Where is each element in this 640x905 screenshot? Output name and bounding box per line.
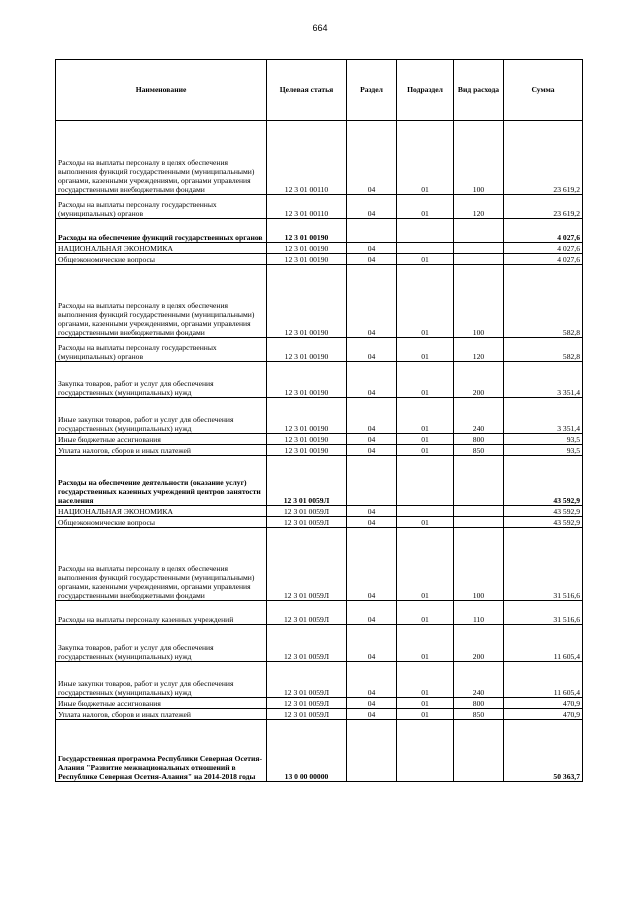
row-section [347, 219, 397, 243]
header-expense-type: Вид расхода [454, 60, 504, 121]
row-subsection: 01 [397, 528, 454, 601]
table-row [56, 698, 583, 709]
row-expense-type: 240 [454, 662, 504, 698]
row-subsection: 01 [397, 517, 454, 528]
row-name: Иные бюджетные ассигнования [56, 434, 267, 445]
header-target-article: Целевая статья [267, 60, 347, 121]
row-subsection: 01 [397, 121, 454, 195]
table-row [56, 720, 583, 782]
row-subsection: 01 [397, 195, 454, 219]
row-expense-type: 850 [454, 709, 504, 720]
row-expense-type [454, 243, 504, 254]
row-section [347, 456, 397, 506]
row-target-article: 12 3 01 00190 [267, 362, 347, 398]
page-number: 664 [312, 23, 328, 33]
row-name: Уплата налогов, сборов и иных платежей [56, 445, 267, 456]
row-target-article: 12 3 01 0059Л [267, 625, 347, 662]
row-sum: 4 027,6 [504, 243, 583, 254]
row-name: Расходы на выплаты персоналу в целях обеспечения выполнения функций государственными (муниципальными) органами, казенными учреждениями, органами управления государственными внебюджетными фондами [56, 528, 267, 601]
row-section: 04 [347, 362, 397, 398]
row-sum: 11 605,4 [504, 662, 583, 698]
row-section: 04 [347, 528, 397, 601]
row-expense-type: 850 [454, 445, 504, 456]
row-expense-type: 100 [454, 121, 504, 195]
row-target-article: 12 3 01 00190 [267, 338, 347, 362]
row-target-article: 12 3 01 00110 [267, 195, 347, 219]
row-section: 04 [347, 445, 397, 456]
row-sum: 11 605,4 [504, 625, 583, 662]
row-name: Расходы на выплаты персоналу государственных (муниципальных) органов [56, 338, 267, 362]
table-row [56, 219, 583, 243]
row-expense-type [454, 517, 504, 528]
table-row [56, 517, 583, 528]
row-sum: 31 516,6 [504, 528, 583, 601]
row-sum: 43 592,9 [504, 456, 583, 506]
row-expense-type [454, 219, 504, 243]
row-sum: 470,9 [504, 709, 583, 720]
row-sum: 93,5 [504, 434, 583, 445]
table-row [56, 662, 583, 698]
row-name: Иные бюджетные ассигнования [56, 698, 267, 709]
row-section: 04 [347, 698, 397, 709]
row-expense-type [454, 506, 504, 517]
row-sum: 43 592,9 [504, 517, 583, 528]
row-sum: 43 592,9 [504, 506, 583, 517]
table-row [56, 195, 583, 219]
header-section: Раздел [347, 60, 397, 121]
row-section: 04 [347, 662, 397, 698]
header-sum: Сумма [504, 60, 583, 121]
row-expense-type: 100 [454, 265, 504, 338]
header-row [56, 60, 583, 121]
header-name: Наименование [56, 60, 267, 121]
row-target-article: 12 3 01 0059Л [267, 601, 347, 625]
row-section: 04 [347, 709, 397, 720]
row-name: НАЦИОНАЛЬНАЯ ЭКОНОМИКА [56, 506, 267, 517]
row-section: 04 [347, 625, 397, 662]
row-sum: 3 351,4 [504, 398, 583, 434]
row-target-article: 12 3 01 0059Л [267, 456, 347, 506]
row-sum: 4 027,6 [504, 219, 583, 243]
row-target-article: 12 3 01 00190 [267, 434, 347, 445]
row-expense-type [454, 456, 504, 506]
table-row [56, 254, 583, 265]
row-subsection: 01 [397, 398, 454, 434]
row-expense-type: 200 [454, 362, 504, 398]
row-section: 04 [347, 195, 397, 219]
row-sum: 23 619,2 [504, 195, 583, 219]
row-subsection: 01 [397, 698, 454, 709]
row-target-article: 12 3 01 00110 [267, 121, 347, 195]
row-expense-type: 800 [454, 434, 504, 445]
row-name: Расходы на выплаты персоналу государственных (муниципальных) органов [56, 195, 267, 219]
row-name: НАЦИОНАЛЬНАЯ ЭКОНОМИКА [56, 243, 267, 254]
row-subsection: 01 [397, 445, 454, 456]
row-target-article: 12 3 01 0059Л [267, 528, 347, 601]
row-section: 04 [347, 601, 397, 625]
row-subsection: 01 [397, 265, 454, 338]
row-target-article: 12 3 01 00190 [267, 254, 347, 265]
row-sum: 470,9 [504, 698, 583, 709]
row-target-article: 12 3 01 00190 [267, 265, 347, 338]
row-subsection: 01 [397, 662, 454, 698]
row-target-article: 12 3 01 00190 [267, 219, 347, 243]
table-row [56, 625, 583, 662]
table-row [56, 121, 583, 195]
row-sum: 3 351,4 [504, 362, 583, 398]
row-name: Уплата налогов, сборов и иных платежей [56, 709, 267, 720]
row-subsection: 01 [397, 338, 454, 362]
row-expense-type: 100 [454, 528, 504, 601]
budget-table [55, 59, 583, 782]
row-subsection: 01 [397, 709, 454, 720]
table-row [56, 445, 583, 456]
row-section: 04 [347, 243, 397, 254]
row-target-article: 12 3 01 0059Л [267, 517, 347, 528]
row-subsection [397, 219, 454, 243]
row-name: Расходы на выплаты персоналу в целях обеспечения выполнения функций государственными (муниципальными) органами, казенными учреждениями, органами управления государственными внебюджетными фондами [56, 121, 267, 195]
row-name: Расходы на выплаты персоналу казенных учреждений [56, 601, 267, 625]
row-name: Общеэкономические вопросы [56, 517, 267, 528]
table-row [56, 528, 583, 601]
row-subsection [397, 243, 454, 254]
row-section: 04 [347, 338, 397, 362]
row-section: 04 [347, 517, 397, 528]
row-subsection [397, 456, 454, 506]
row-name: Государственная программа Республики Северная Осетия-Алания "Развитие межнациональных отношений в Республике Северная Осетия-Алания" на 2014-2018 годы [56, 720, 267, 782]
row-sum: 582,8 [504, 338, 583, 362]
table-row [56, 243, 583, 254]
row-section: 04 [347, 254, 397, 265]
row-sum: 582,8 [504, 265, 583, 338]
row-sum: 23 619,2 [504, 121, 583, 195]
row-expense-type: 120 [454, 195, 504, 219]
table-row [56, 434, 583, 445]
row-name: Иные закупки товаров, работ и услуг для обеспечения государственных (муниципальных) нужд [56, 662, 267, 698]
row-sum: 31 516,6 [504, 601, 583, 625]
row-name: Закупка товаров, работ и услуг для обеспечения государственных (муниципальных) нужд [56, 625, 267, 662]
row-target-article: 12 3 01 0059Л [267, 662, 347, 698]
row-sum: 4 027,6 [504, 254, 583, 265]
row-expense-type: 120 [454, 338, 504, 362]
row-expense-type: 110 [454, 601, 504, 625]
row-section [347, 720, 397, 782]
table-body [56, 121, 583, 782]
row-name: Расходы на выплаты персоналу в целях обеспечения выполнения функций государственными (муниципальными) органами, казенными учреждениями, органами управления государственными внебюджетными фондами [56, 265, 267, 338]
row-subsection [397, 720, 454, 782]
table-row [56, 506, 583, 517]
row-target-article: 12 3 01 00190 [267, 398, 347, 434]
row-section: 04 [347, 506, 397, 517]
row-target-article: 12 3 01 0059Л [267, 709, 347, 720]
row-sum: 93,5 [504, 445, 583, 456]
row-subsection: 01 [397, 625, 454, 662]
row-name: Расходы на обеспечение функций государственных органов [56, 219, 267, 243]
table-row [56, 265, 583, 338]
row-section: 04 [347, 434, 397, 445]
row-target-article: 12 3 01 0059Л [267, 506, 347, 517]
row-expense-type: 240 [454, 398, 504, 434]
row-name: Расходы на обеспечение деятельности (оказание услуг) государственных казенных учреждений центров занятости населения [56, 456, 267, 506]
table-row [56, 709, 583, 720]
row-name: Общеэкономические вопросы [56, 254, 267, 265]
table-row [56, 338, 583, 362]
table-row [56, 456, 583, 506]
row-target-article: 12 3 01 00190 [267, 445, 347, 456]
row-subsection: 01 [397, 434, 454, 445]
row-sum: 50 363,7 [504, 720, 583, 782]
row-name: Иные закупки товаров, работ и услуг для обеспечения государственных (муниципальных) нужд [56, 398, 267, 434]
table-row [56, 601, 583, 625]
row-section: 04 [347, 121, 397, 195]
row-expense-type [454, 254, 504, 265]
row-expense-type: 200 [454, 625, 504, 662]
row-target-article: 12 3 01 0059Л [267, 698, 347, 709]
row-target-article: 13 0 00 00000 [267, 720, 347, 782]
row-section: 04 [347, 265, 397, 338]
row-name: Закупка товаров, работ и услуг для обеспечения государственных (муниципальных) нужд [56, 362, 267, 398]
row-subsection [397, 506, 454, 517]
row-expense-type [454, 720, 504, 782]
row-section: 04 [347, 398, 397, 434]
header-subsection: Подраздел [397, 60, 454, 121]
table-row [56, 362, 583, 398]
row-subsection: 01 [397, 362, 454, 398]
table-row [56, 398, 583, 434]
row-subsection: 01 [397, 254, 454, 265]
row-expense-type: 800 [454, 698, 504, 709]
row-target-article: 12 3 01 00190 [267, 243, 347, 254]
row-subsection: 01 [397, 601, 454, 625]
